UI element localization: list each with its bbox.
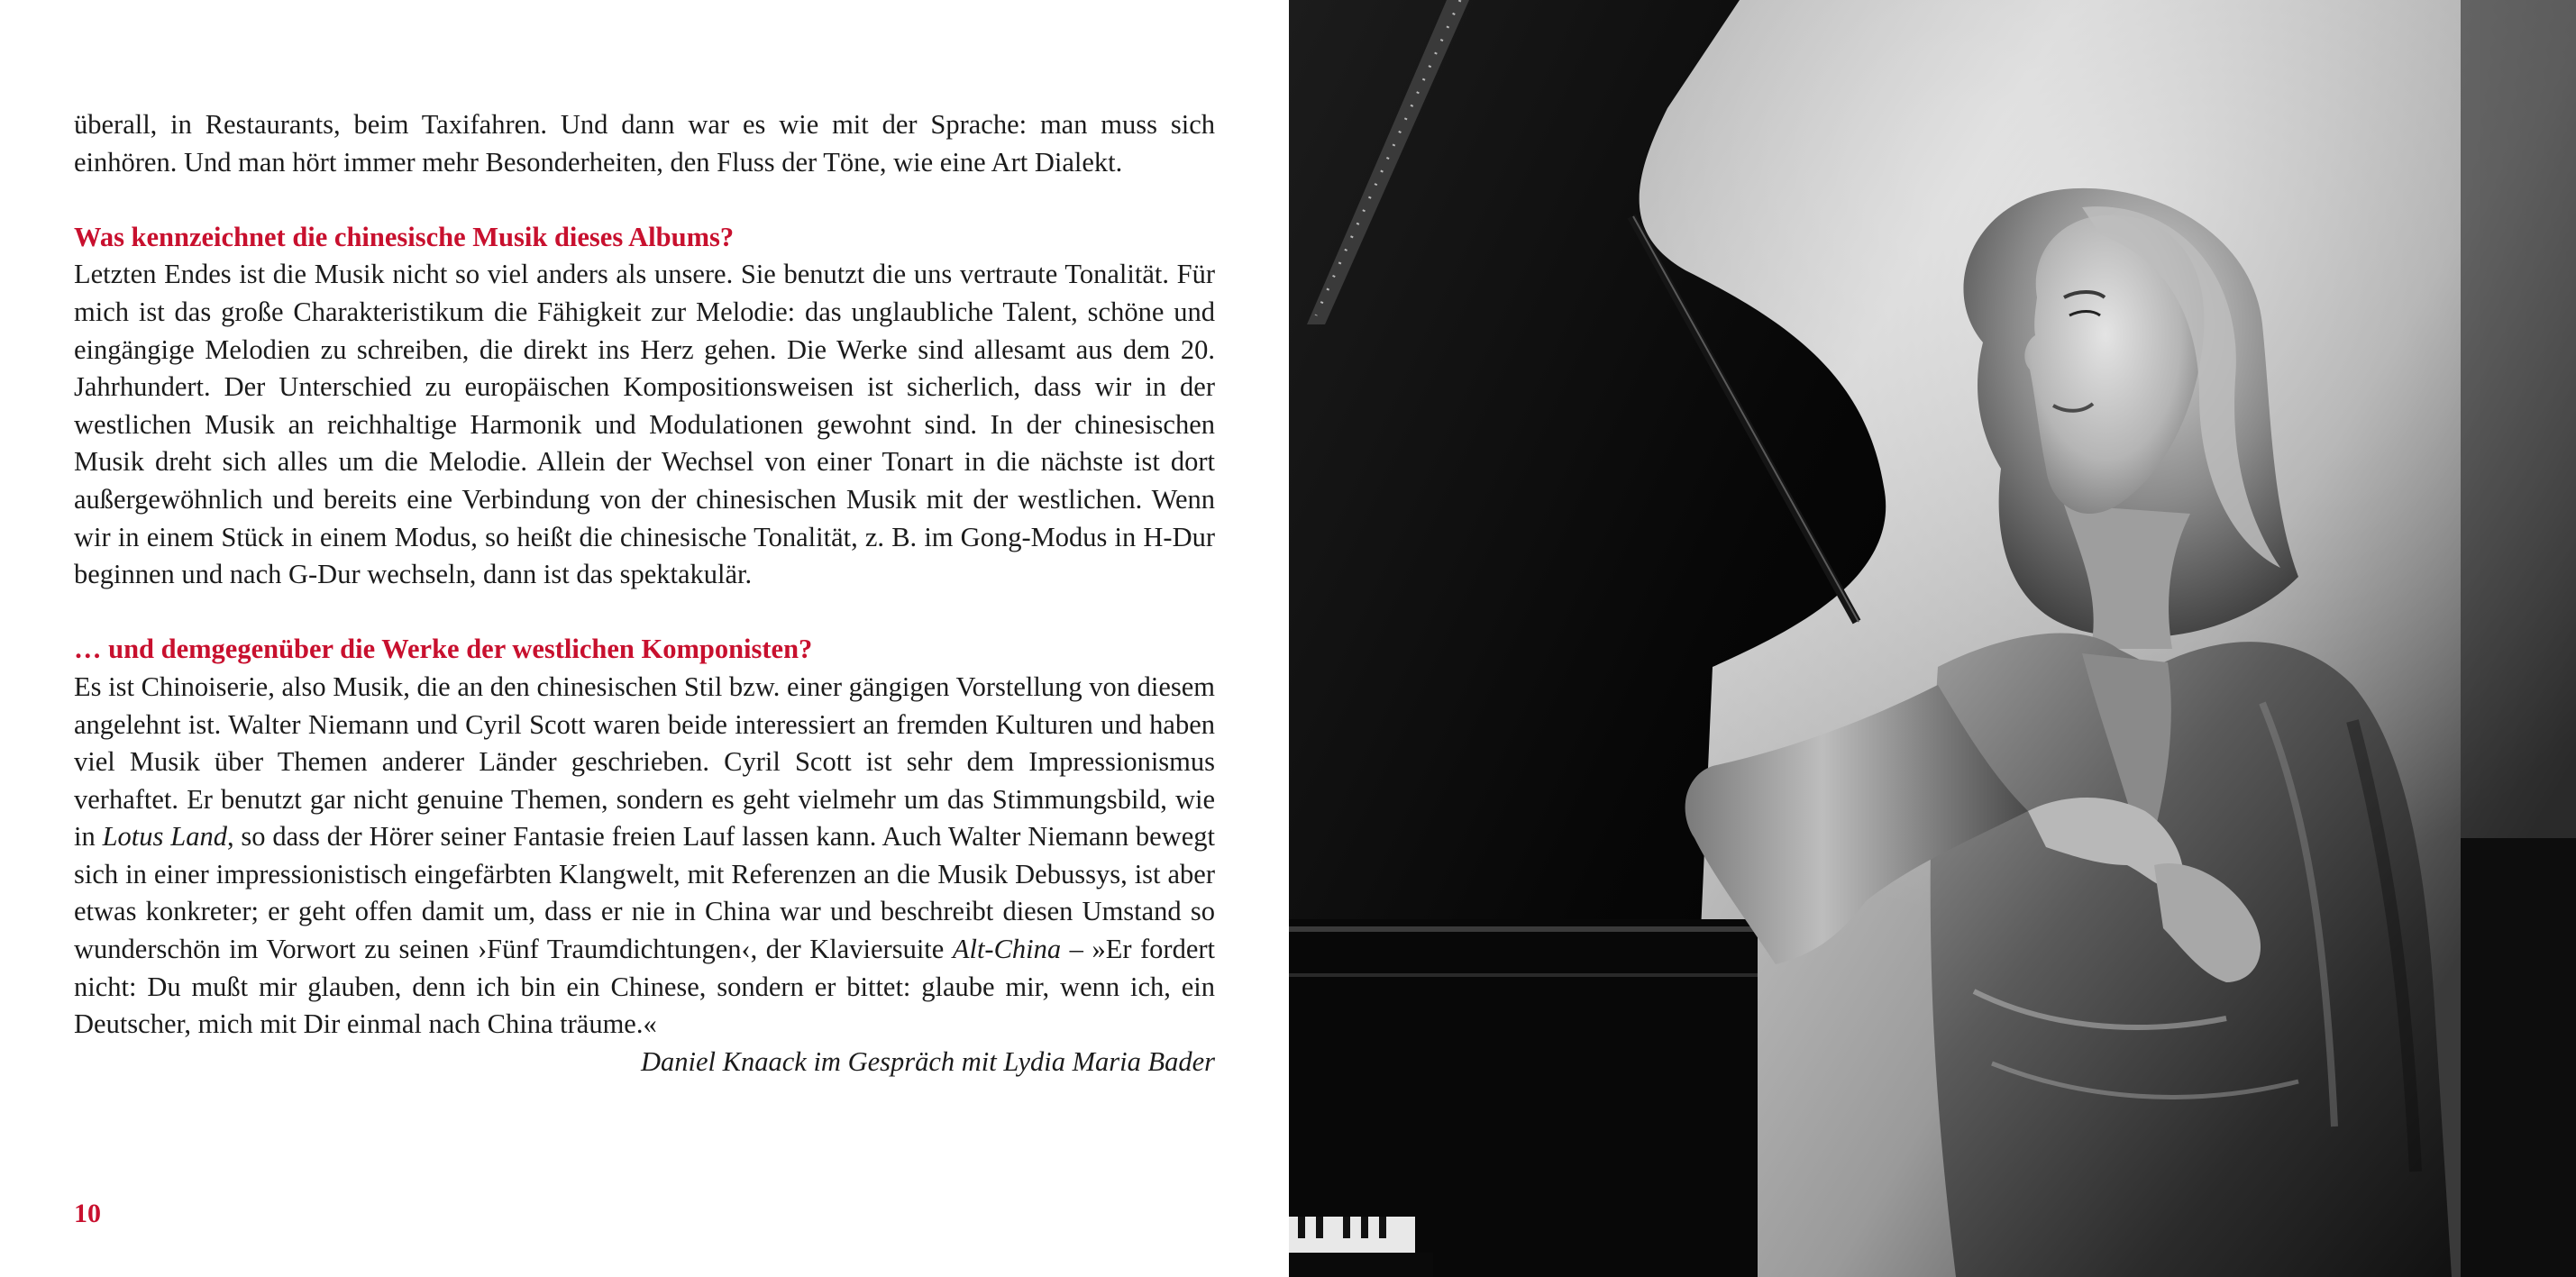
piano-keys [1289, 1217, 1433, 1277]
article-body [74, 106, 1215, 1081]
answer-text-part: , so dass der Hörer seiner Fantasie freien Lauf lassen kann. Auch Walter Niemann bewegt sich in einer impressionistisch eingefärbten Klangwelt, mit Referenzen an die Musik Debussys, ist aber etwas konkreter; er geht offen damit um, dass er nie in China war und beschreibt diesen Umstand so wunderschön im Vorwort zu seinen ›Fünf Traumdichtungen‹, der Klaviersuite [74, 821, 1215, 965]
page-number: 10 [74, 1199, 101, 1228]
answer-paragraph-1: Letzten Endes ist die Musik nicht so viel anders als unsere. Sie benutzt die uns vertraute Tonalität. Für mich ist das große Charakteristikum die Fähigkeit zur Melodie: das unglaubliche Talent, schöne und eingängige Melodien zu schreiben, die direkt ins Herz gehen. Die Werke sind allesamt aus dem 20. Jahrhundert. Der Unterschied zu europäischen Kompositionsweisen ist sicherlich, dass wir in der westlichen Musik an reichhaltige Harmonik und Modulationen gewohnt sind. In der chinesischen Musik dreht sich alles um die Melodie. Allein der Wechsel von einer Tonart in die nächste ist dort außergewöhnlich und bereits eine Verbindung von der chinesischen Musik mit der westlichen. Wenn wir in einem Stück in einem Modus, so heißt die chinesische Tonalität, z. B. im Gong-Modus in H-Dur beginnen und nach G-Dur wechseln, dann ist das spektakulär. [74, 259, 1215, 590]
paragraph-intro: überall, in Restaurants, beim Taxifahren. Und dann war es wie mit der Sprache: man muss sich einhören. Und man hört immer mehr Besonderheiten, den Fluss der Töne, wie eine Art Dialekt. [74, 109, 1215, 178]
answer-text-part: Es ist Chinoiserie, also Musik, die an den chinesischen Stil bzw. einer gängigen Vorstellung von diesem angelehnt ist. Walter Niemann und Cyril Scott waren beide interessiert an fremden Kulturen und haben viel Musik über Themen anderer Länder geschrieben. Cyril Scott ist sehr dem Impressionismus verhaftet. Er benutzt gar nicht genuine Themen, sondern es geht vielmehr um das Stimmungsbild, wie in [74, 670, 1215, 853]
paragraph-gap [74, 594, 1215, 632]
paragraph-gap [74, 181, 1215, 219]
answer-text-part: – »Er fordert nicht: Du mußt mir glauben, denn ich bin ein Chinese, sondern er bittet: glaube mir, wenn ich, ein Deutscher, mich mit Dir einmal nach China träume.« [74, 934, 1215, 1040]
answer-paragraph-2 [74, 669, 1215, 1044]
portrait-photo-illustration [1289, 0, 2576, 1277]
interview-credit: Daniel Knaack im Gespräch mit Lydia Maria Bader [641, 1045, 1215, 1077]
question-heading-2: … und demgegenüber die Werke der westlichen Komponisten? [74, 634, 813, 665]
work-title-alt-china: Alt-China [952, 934, 1062, 965]
work-title-lotus-land: Lotus Land [102, 821, 227, 853]
question-heading-1: Was kennzeichnet die chinesische Musik dieses Albums? [74, 221, 735, 252]
portrait-photo [1289, 0, 2576, 1277]
